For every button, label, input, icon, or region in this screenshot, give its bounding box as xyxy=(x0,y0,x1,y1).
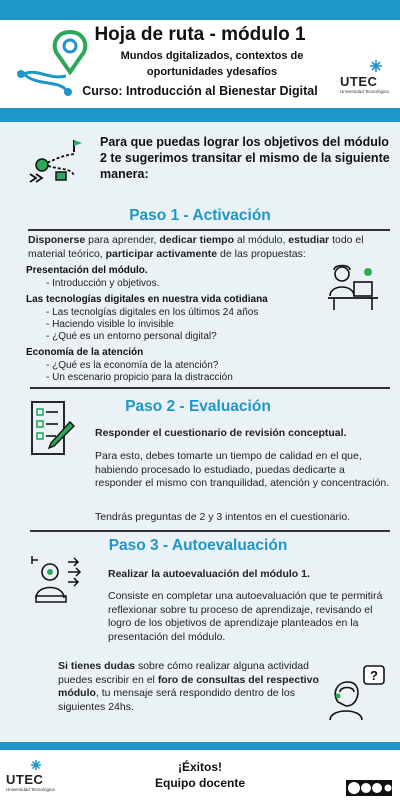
footer-line-1: ¡Éxitos! xyxy=(177,760,222,774)
header-top-band xyxy=(0,0,400,20)
paso1-title: Paso 1 - Activación xyxy=(129,207,271,224)
course-name: Curso: Introducción al Bienestar Digital xyxy=(82,84,318,98)
section-item: - ¿Qué es la economía de la atención? xyxy=(46,360,219,371)
paso3-lead: Realizar la autoevaluación del módulo 1. xyxy=(108,568,310,580)
paso3-title: Paso 3 - Autoevaluación xyxy=(108,537,288,554)
paso3-body: Consiste en completar una autoevaluación que te permitirá reflexionar sobre tu proceso de aprendizaje, revisando el logro de los objetivos de aprendizaje planteados en la presentación del módulo. xyxy=(108,590,383,643)
lead-bold-1: Disponerse xyxy=(28,234,86,246)
dudas-text xyxy=(58,660,320,714)
section-item: - Haciendo visible lo invisible xyxy=(46,319,174,330)
section-title: Economía de la atención xyxy=(26,347,144,358)
page-title: Hoja de ruta - módulo 1 xyxy=(94,24,306,45)
utec-mark-icon xyxy=(340,58,390,74)
paso2-body: Para esto, debes tomarte un tiempo de calidad en el que, habiendo procesado lo estudiado, puedas dedicarte a responder el mismo con tranquilidad, atención y concentración. xyxy=(95,450,390,489)
utec-mark-icon xyxy=(6,758,56,772)
paso2-divider xyxy=(30,530,390,532)
self-assessment-icon xyxy=(28,552,84,610)
lead-bold-3: estudiar xyxy=(288,234,330,246)
utec-logo-subtext: Universidad Tecnológica xyxy=(340,89,389,94)
footer-logo-text: UTEC xyxy=(6,772,44,787)
paso2-lead: Responder el cuestionario de revisión conceptual. xyxy=(95,427,347,439)
intro-text: Para que puedas lograr los objetivos del módulo 2 te sugerimos transitar el mismo de la siguiente manera: xyxy=(100,135,390,181)
dudas-bold-2: foro de consultas del respectivo módulo xyxy=(58,673,319,699)
footer-band xyxy=(0,742,400,750)
lead-text-2: al módulo, xyxy=(234,234,289,246)
paso2-note: Tendrás preguntas de 2 y 3 intentos en el cuestionario. xyxy=(95,511,351,523)
header-bottom-band xyxy=(0,108,400,122)
person-at-desk-icon xyxy=(326,262,382,312)
lead-bold-4: participar activamente xyxy=(105,247,218,260)
paso2-title: Paso 2 - Evaluación xyxy=(125,398,271,415)
section-item: - Introducción y objetivos. xyxy=(46,278,160,289)
module-subtitle xyxy=(112,48,312,80)
paso1-divider xyxy=(28,229,390,231)
footer-logo-subtext: Universidad Tecnológica xyxy=(6,787,55,792)
dudas-bold-1: Si tienes dudas xyxy=(58,660,136,672)
roadmap-icon xyxy=(28,134,88,190)
section-title: Las tecnologías digitales en nuestra vida cotidiana xyxy=(26,294,268,305)
lead-text-3: todo el material teórico, xyxy=(28,234,364,260)
lead-text-4: de las propuestas: xyxy=(217,247,306,260)
subtitle-line-2: oportunidades ydesafíos xyxy=(146,66,278,78)
section-item: - ¿Qué es un entorno personal digital? xyxy=(46,331,217,342)
section-title: Presentación del módulo. xyxy=(26,265,148,276)
paso1-bottom-divider xyxy=(30,387,390,389)
dudas-text-2: , tu mensaje será respondido dentro de los siguientes 24hs. xyxy=(58,687,295,713)
dudas-text-1: sobre cómo realizar alguna actividad puedes escribir en el xyxy=(58,660,309,686)
footer-line-2: Equipo docente xyxy=(155,776,245,790)
section-item: - Un escenario propicio para la distracción xyxy=(46,372,233,383)
utec-logo-text: UTEC xyxy=(340,74,378,89)
subtitle-line-1: Mundos dgitalizados, contextos de xyxy=(120,50,304,62)
lead-bold-2: dedicar tiempo xyxy=(159,234,235,246)
question-support-icon xyxy=(326,664,386,720)
section-item: - Las tecnolgías digitales en los últimos 24 años xyxy=(46,307,259,318)
creative-commons-license-icon xyxy=(346,780,392,796)
paso1-lead xyxy=(28,234,394,261)
utec-logo xyxy=(340,58,390,98)
lead-text-1: para aprender, xyxy=(85,234,160,246)
footer-utec-logo xyxy=(6,758,66,794)
svg-text:?: ? xyxy=(370,668,378,683)
